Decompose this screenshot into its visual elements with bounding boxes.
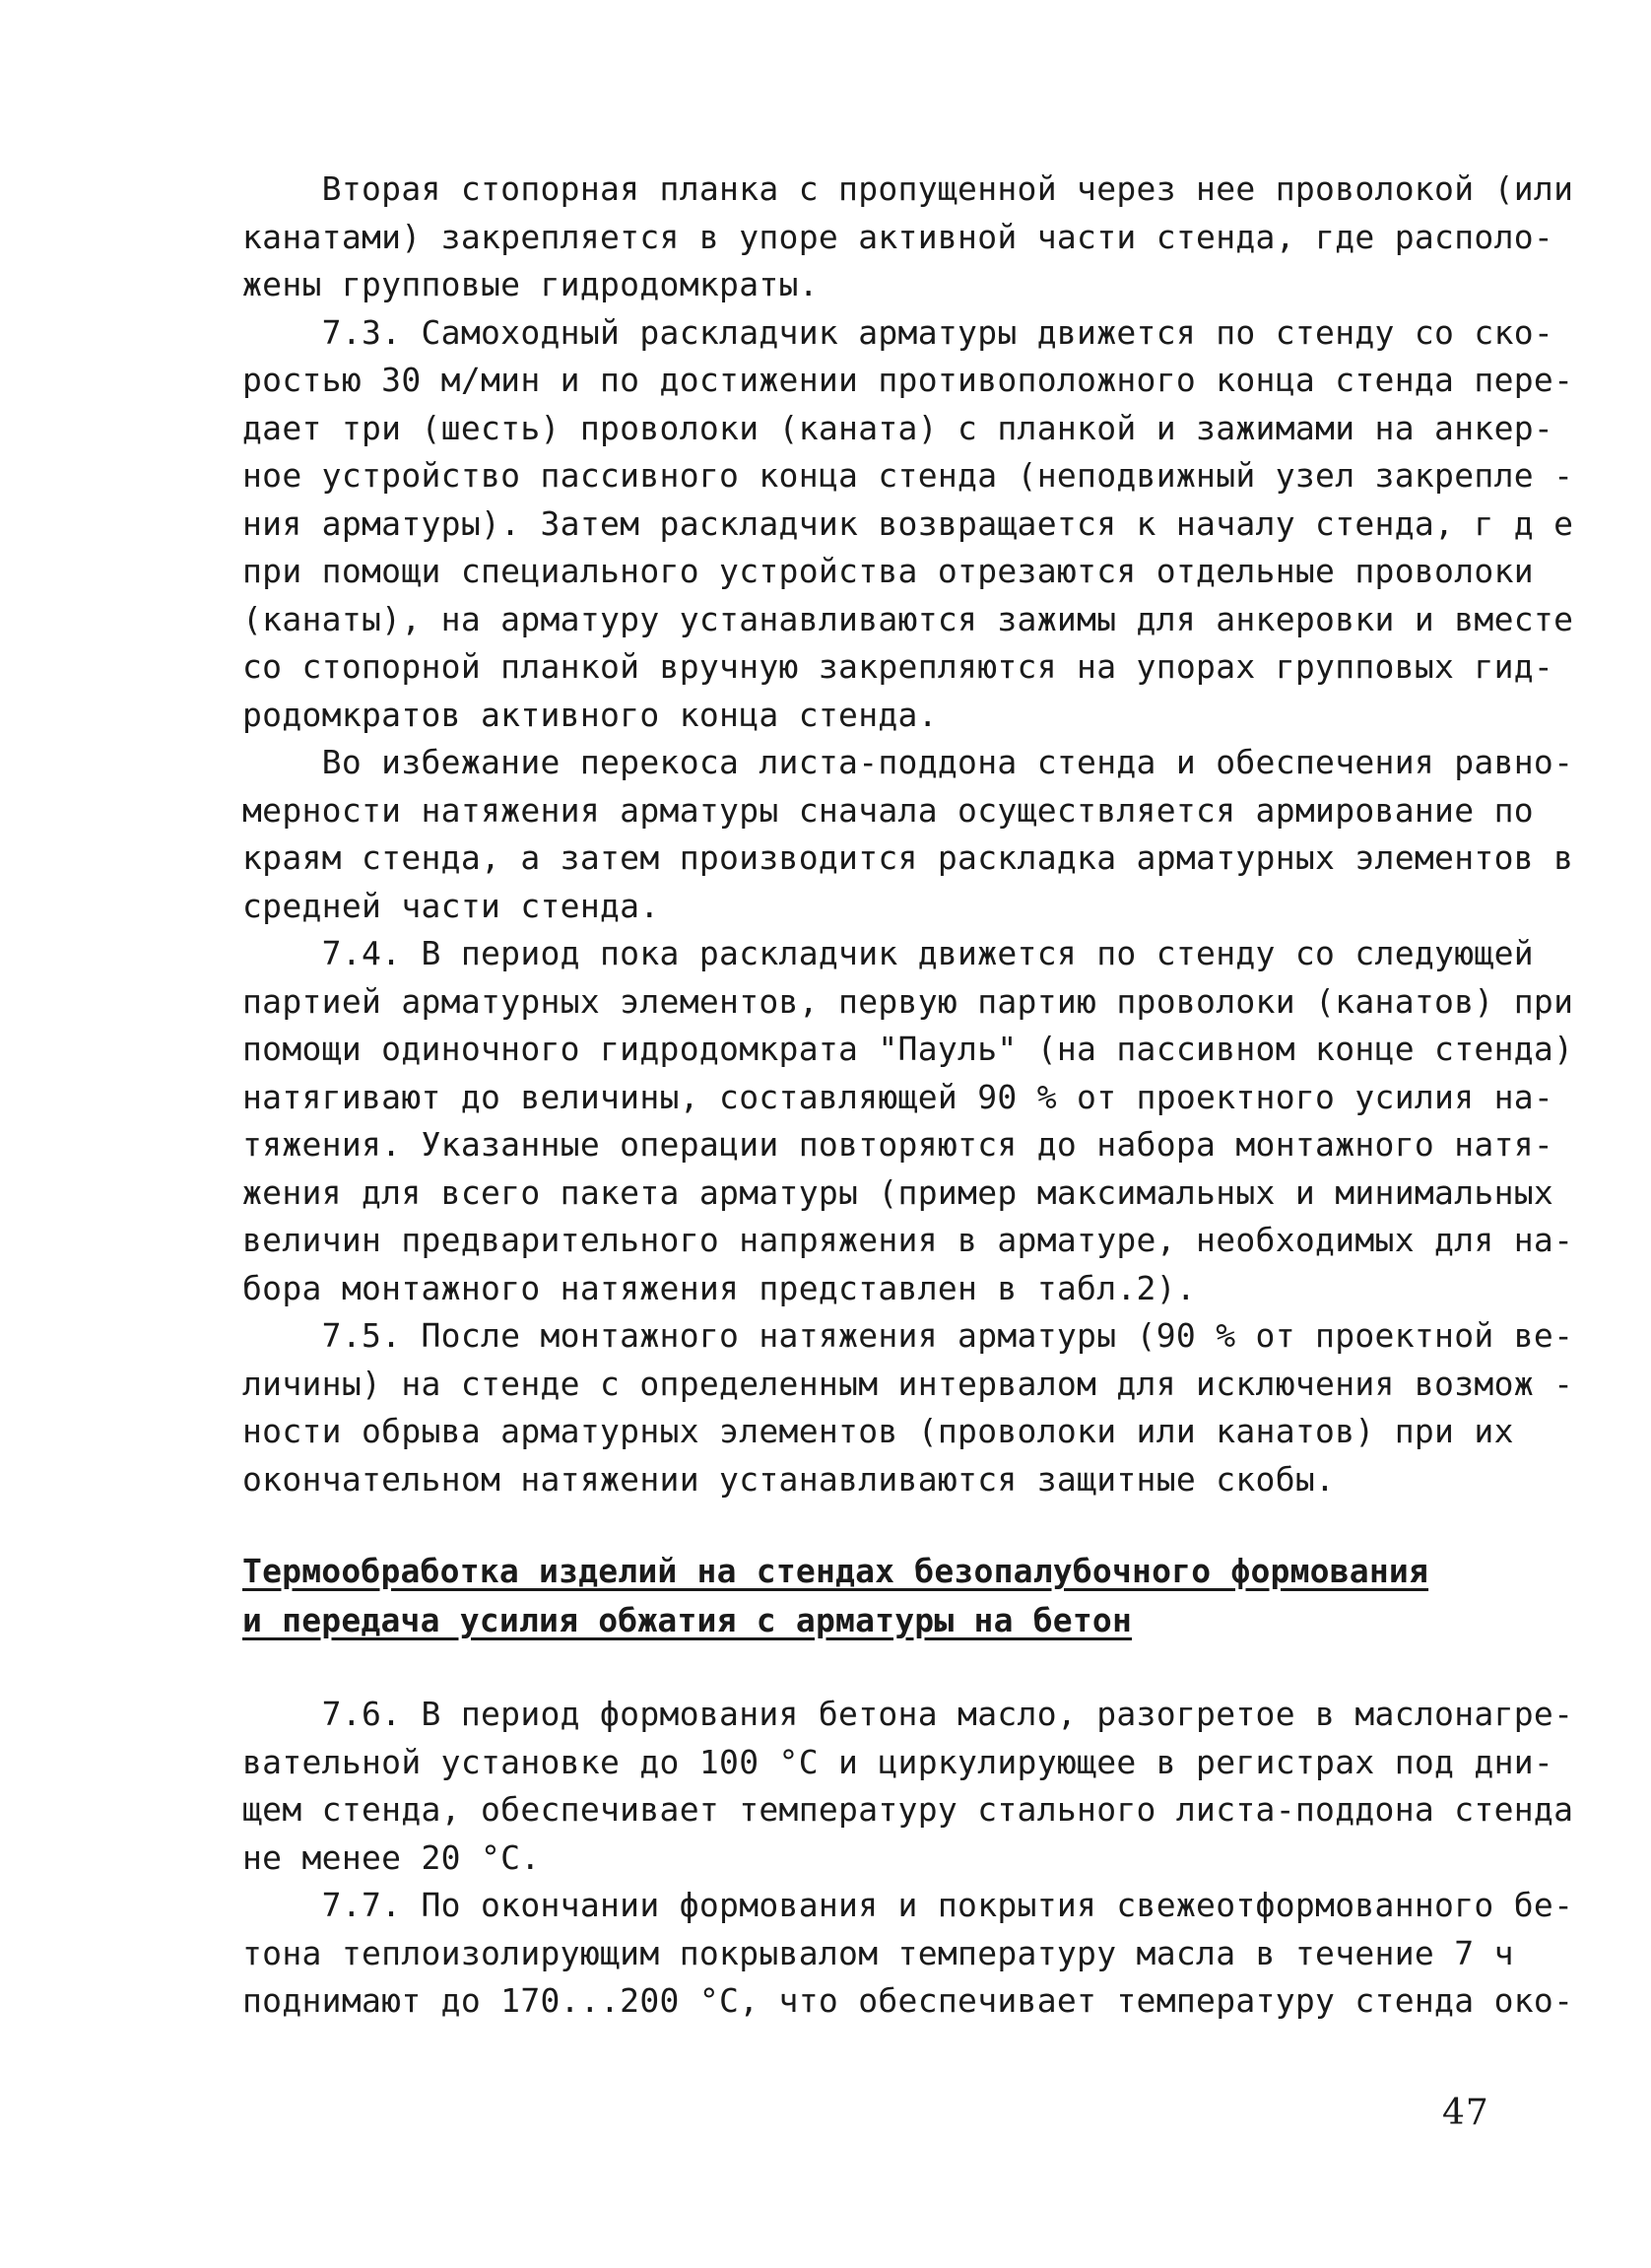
- paragraph-7-6: [242, 1691, 1574, 1882]
- text-line: Во избежание перекоса листа-поддона стенда и обеспечения равно-: [242, 743, 1574, 781]
- text-line: ростью 30 м/мин и по достижении противоположного конца стенда пере-: [242, 361, 1574, 399]
- text-line: натягивают до величины, составляющей 90 % от проектного усилия на-: [242, 1077, 1554, 1116]
- text-line: тона теплоизолирующим покрывалом температуру масла в течение 7 ч: [242, 1933, 1514, 1972]
- text-line: личины) на стенде с определенным интервалом для исключения возмож -: [242, 1364, 1574, 1403]
- heading-line: Термообработка изделий на стендах безопалубочного формования: [242, 1552, 1429, 1590]
- text-line: жения для всего пакета арматуры (пример максимальных и минимальных: [242, 1172, 1554, 1212]
- text-line: мерности натяжения арматуры сначала осуществляется армирование по: [242, 790, 1534, 830]
- text-line: не менее 20 °С.: [242, 1837, 541, 1877]
- text-line: величин предварительного напряжения в арматуре, необходимых для на-: [242, 1221, 1574, 1259]
- text-line: Вторая стопорная планка с пропущенной через нее проволокой (или: [242, 169, 1574, 208]
- paragraph-7-5: [242, 1312, 1574, 1503]
- text-line: дает три (шесть) проволоки (каната) с планкой и зажимами на анкер-: [242, 408, 1554, 447]
- paragraph-7-3: [242, 309, 1574, 740]
- text-line: окончательном натяжении устанавливаются защитные скобы.: [242, 1459, 1336, 1499]
- text-line: поднимают до 170...200 °С, что обеспечивает температуру стенда око-: [242, 1981, 1574, 2020]
- text-line: канатами) закрепляется в упоре активной части стенда, где располо-: [242, 217, 1554, 256]
- text-line: краям стенда, а затем производится раскладка арматурных элементов в: [242, 838, 1574, 877]
- text-line: 7.3. Самоходный раскладчик арматуры движется по стенду со ско-: [242, 312, 1554, 352]
- text-line: щем стенда, обеспечивает температуру стального листа-поддона стенда: [242, 1790, 1574, 1829]
- text-line: при помощи специального устройства отрезаются отдельные проволоки: [242, 552, 1534, 590]
- text-line: (канаты), на арматуру устанавливаются зажимы для анкеровки и вместе: [242, 599, 1574, 638]
- paragraph-stop-plate: [242, 166, 1574, 309]
- paragraph-7-4: [242, 930, 1574, 1312]
- text-line: ности обрыва арматурных элементов (проволоки или канатов) при их: [242, 1412, 1514, 1450]
- paragraph-skew-avoidance: [242, 739, 1574, 930]
- text-line: жены групповые гидродомкраты.: [242, 265, 819, 303]
- text-line: родомкратов активного конца стенда.: [242, 695, 938, 734]
- section-heading: [242, 1547, 1493, 1645]
- text-line: 7.6. В период формования бетона масло, разогретое в маслонагре-: [242, 1695, 1574, 1733]
- document-page: [242, 166, 1574, 2026]
- page-number: 47: [1442, 2093, 1489, 2133]
- paragraph-7-7: [242, 1882, 1574, 2026]
- text-line: бора монтажного натяжения представлен в табл.2).: [242, 1268, 1197, 1307]
- text-line: помощи одиночного гидродомкрата "Пауль" (на пассивном конце стенда): [242, 1030, 1574, 1068]
- text-line: 7.5. После монтажного натяжения арматуры (90 % от проектной ве-: [242, 1316, 1574, 1355]
- heading-line: и передача усилия обжатия с арматуры на бетон: [242, 1601, 1133, 1639]
- text-line: ния арматуры). Затем раскладчик возвращается к началу стенда, г д е: [242, 503, 1574, 543]
- text-line: 7.4. В период пока раскладчик движется по стенду со следующей: [242, 934, 1534, 972]
- text-line: средней части стенда.: [242, 886, 660, 925]
- text-line: тяжения. Указанные операции повторяются до набора монтажного натя-: [242, 1125, 1554, 1164]
- text-line: партией арматурных элементов, первую партию проволоки (канатов) при: [242, 981, 1574, 1021]
- text-line: со стопорной планкой вручную закрепляются на упорах групповых гид-: [242, 647, 1554, 686]
- text-line: вательной установке до 100 °С и циркулирующее в регистрах под дни-: [242, 1742, 1554, 1781]
- text-line: ное устройство пассивного конца стенда (неподвижный узел закрепле -: [242, 456, 1574, 495]
- text-line: 7.7. По окончании формования и покрытия свежеотформованного бе-: [242, 1886, 1574, 1924]
